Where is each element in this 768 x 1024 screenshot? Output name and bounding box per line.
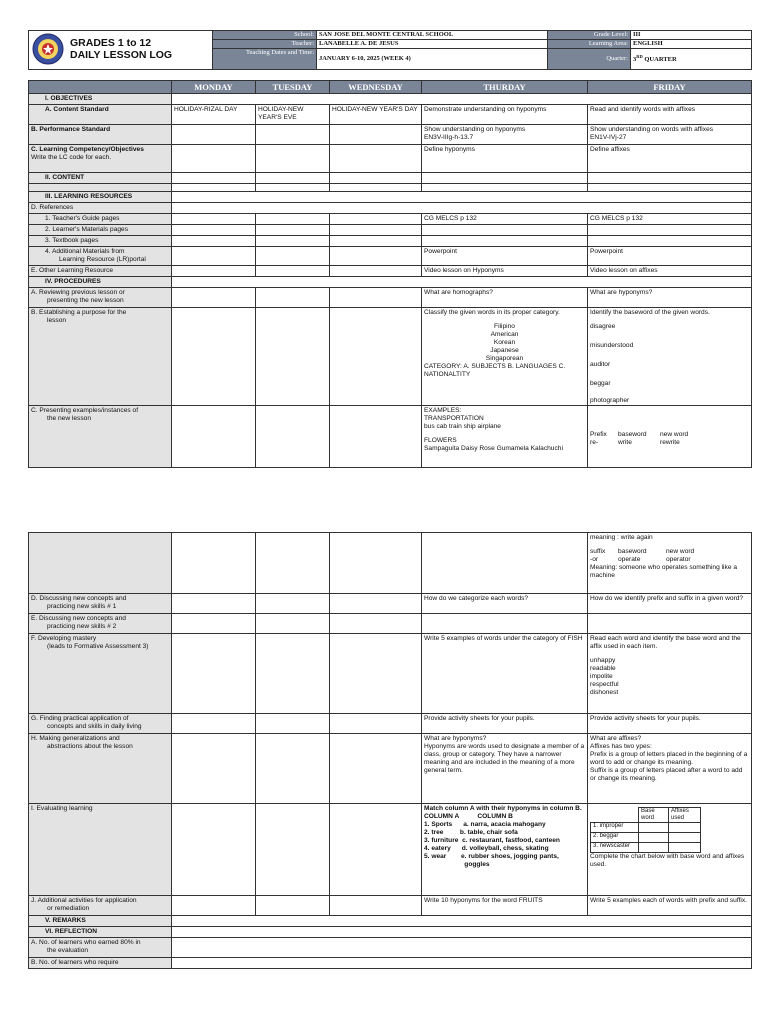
pc-line-1: C. Presenting examples/instances of xyxy=(31,407,139,414)
mon-cell xyxy=(172,804,256,896)
tue-cell xyxy=(256,225,330,236)
tue-cell xyxy=(256,714,330,734)
teacher-label: Teacher: xyxy=(213,40,317,49)
wed-cell xyxy=(330,533,422,594)
mon-cell xyxy=(172,533,256,594)
thu-flowers-list: Sampaguita Daisy Rose Gumamela Kalachuchi xyxy=(424,445,563,452)
fri-additional: Write 5 examples each of words with prefix and suffix. xyxy=(588,896,752,916)
lc-sub: Write the LC code for each. xyxy=(31,154,112,161)
thu-word-5: Singaporean xyxy=(485,355,524,362)
thu-category: CATEGORY: A. SUBJECTS B. LANGUAGES C. NATIONALTITY xyxy=(424,363,566,378)
mastery-label xyxy=(29,634,172,714)
spacer-label xyxy=(29,184,172,192)
wed-cell xyxy=(330,214,422,225)
newword-head-2: new word xyxy=(666,548,695,555)
thu-word-4: Japanese xyxy=(490,347,519,354)
mastery-word-1: unhappy xyxy=(590,657,616,664)
fri-performance-code: EN1V-IVj-27 xyxy=(590,134,627,141)
spacer xyxy=(256,184,330,192)
tue-cell xyxy=(256,614,330,634)
day-friday: FRIDAY xyxy=(588,81,752,94)
mon-cell xyxy=(172,734,256,804)
fri-gen-prefix: Prefix is a group of letters placed in the beginning of a word to add or change its meaning. xyxy=(590,751,748,766)
thu-gen-a: Hyponyms are words used to designate a member of a class, group or category. They have a narrower meaning and are included in the meaning of a more general term. xyxy=(424,743,585,774)
resources-spacer xyxy=(172,192,752,203)
fri-review: What are hyponyms? xyxy=(588,288,752,308)
newword-head: new word xyxy=(660,431,689,438)
wed-holiday: HOLIDAY-NEW YEAR'S DAY xyxy=(330,105,422,125)
mon-cell xyxy=(172,896,256,916)
wed-cell xyxy=(330,145,422,173)
mon-cell xyxy=(172,145,256,173)
thu-presenting xyxy=(422,406,588,468)
quarter-word: QUARTER xyxy=(642,56,677,64)
fri-cell xyxy=(588,236,752,247)
day-tuesday: TUESDAY xyxy=(256,81,330,94)
fri-gen-types: Affixes has two ypes: xyxy=(590,743,652,750)
deped-seal-icon xyxy=(32,33,64,65)
fri-word-1: disagree xyxy=(590,323,616,330)
thu-cell xyxy=(422,614,588,634)
mon-cell xyxy=(172,225,256,236)
quarter-label: Quarter: xyxy=(548,49,631,70)
area-label: Learning Area: xyxy=(548,40,631,49)
thu-eval-item-5-cont: goggles xyxy=(424,861,490,868)
spacer xyxy=(330,184,422,192)
mastery-word-5: dishonest xyxy=(590,689,619,696)
learning-competency-label xyxy=(29,145,172,173)
wed-cell xyxy=(330,804,422,896)
thu-lc: Define hyponyms xyxy=(422,145,588,173)
lesson-table-part-2 xyxy=(28,532,751,969)
learners-80-label xyxy=(29,938,172,958)
thu-performance-text: Show understanding on hyponyms xyxy=(424,126,526,133)
dates-label: Teaching Dates and Time: xyxy=(213,49,317,70)
wed-cell xyxy=(330,734,422,804)
quarter-suffix: RD xyxy=(636,54,643,60)
fri-purpose xyxy=(588,308,752,406)
mon-cell xyxy=(172,406,256,468)
discussing-1-label xyxy=(29,594,172,614)
spacer xyxy=(422,184,588,192)
thu-word-3: Korean xyxy=(493,339,516,346)
fri-eval-note: Complete the chart below with base word and affixes used. xyxy=(590,853,745,868)
thu-performance xyxy=(422,125,588,145)
reflection-spacer xyxy=(172,927,752,938)
mon-cell xyxy=(172,173,256,184)
generalization-label xyxy=(29,734,172,804)
learning-resources-label: III. LEARNING RESOURCES xyxy=(29,192,172,203)
fri-content-standard: Read and identify words with affixes xyxy=(588,105,752,125)
continued-label xyxy=(29,533,172,594)
thu-gen-q: What are hyponyms? xyxy=(424,735,487,742)
pg-line-1: G. Finding practical application of xyxy=(31,715,129,722)
fri-olr: Video lesson on affixes xyxy=(588,266,752,277)
tue-cell xyxy=(256,594,330,614)
fri-word-2: misunderstood xyxy=(590,342,634,349)
chart-row-3: 3. newscaster xyxy=(591,843,639,853)
chart-cell xyxy=(669,823,701,833)
fri-discussing: How do we identify prefix and suffix in a given word? xyxy=(588,594,752,614)
suffix-head: suffix xyxy=(590,548,606,555)
thu-purpose-text: Classify the given words in its proper category. xyxy=(424,309,560,316)
mon-cell xyxy=(172,714,256,734)
wed-cell xyxy=(330,266,422,277)
ra-line-2: the evaluation xyxy=(47,947,89,954)
fri-performance-text: Show understanding on words with affixes xyxy=(590,126,714,133)
pj-line-1: J. Additional activities for application xyxy=(31,897,137,904)
pd-line-2: practicing new skills # 1 xyxy=(47,603,117,610)
wed-cell xyxy=(330,173,422,184)
thu-flowers: FLOWERS xyxy=(424,437,457,444)
tue-cell xyxy=(256,214,330,225)
prefix-val: re- xyxy=(590,439,599,446)
textbook-label: 3. Textbook pages xyxy=(29,236,172,247)
tue-cell xyxy=(256,406,330,468)
mon-cell xyxy=(172,634,256,714)
school-value: SAN JOSE DEL MONTE CENTRAL SCHOOL xyxy=(317,31,548,40)
fri-prefix-header xyxy=(590,431,749,439)
references-spacer xyxy=(172,203,752,214)
objectives-label: I. OBJECTIVES xyxy=(29,94,172,105)
additional-materials-label xyxy=(29,247,172,266)
thu-eval-item-5: 5. wear e. rubber shoes, jogging pants, xyxy=(424,853,559,860)
day-wednesday: WEDNESDAY xyxy=(330,81,422,94)
wed-cell xyxy=(330,225,422,236)
pb-line-1: B. Establishing a purpose for the xyxy=(31,309,127,316)
chart-cell xyxy=(669,833,701,843)
wed-cell xyxy=(330,308,422,406)
baseword-val: write xyxy=(618,439,632,446)
thu-cell xyxy=(422,173,588,184)
amr-line-2: Learning Resource (LR)portal xyxy=(59,256,146,263)
performance-standard-label: B. Performance Standard xyxy=(29,125,172,145)
mon-cell xyxy=(172,308,256,406)
ph-line-1: H. Making generalizations and xyxy=(31,735,120,742)
thu-word-2: American xyxy=(490,331,519,338)
thu-cell xyxy=(422,225,588,236)
thu-eval-item-1: 1. Sports a. narra, acacia mahogany xyxy=(424,821,546,828)
quarter-value xyxy=(631,49,752,70)
fri-mastery-text: Read each word and identify the base word and the affix used in each item. xyxy=(590,635,741,650)
fri-evaluating xyxy=(588,804,752,896)
chart-row-2: 2. beggar xyxy=(591,833,639,843)
wed-cell xyxy=(330,288,422,308)
chart-head-affix: Affixes used xyxy=(669,808,701,823)
fri-application: Provide activity sheets for your pupils. xyxy=(588,714,752,734)
tue-cell xyxy=(256,308,330,406)
chart-cell xyxy=(639,833,669,843)
tue-cell xyxy=(256,533,330,594)
chart-cell xyxy=(639,843,669,853)
fri-purpose-text: Identify the baseword of the given words. xyxy=(590,309,710,316)
chart-head-base: Base word xyxy=(639,808,669,823)
grade-value: III xyxy=(631,31,752,40)
remarks-spacer xyxy=(172,916,752,927)
thu-cell xyxy=(422,533,588,594)
thu-eval-item-3: 3. furniture c. restaurant, fastfood, canteen xyxy=(424,837,560,844)
procedures-spacer xyxy=(172,277,752,288)
mon-cell xyxy=(172,266,256,277)
pg-line-2: concepts and skills in daily living xyxy=(47,723,142,730)
tue-cell xyxy=(256,145,330,173)
presenting-label xyxy=(29,406,172,468)
learners-require-spacer xyxy=(172,958,752,969)
learners-require-label: B. No. of learners who require xyxy=(29,958,172,969)
thu-olr: Video lesson on Hyponyms xyxy=(422,266,588,277)
mastery-word-4: respectful xyxy=(590,681,619,688)
thu-review: What are homographs? xyxy=(422,288,588,308)
objectives-spacer xyxy=(172,94,752,105)
spacer xyxy=(172,184,256,192)
thu-mastery: Write 5 examples of words under the category of FISH xyxy=(422,634,588,714)
tue-cell xyxy=(256,173,330,184)
discussing-2-label xyxy=(29,614,172,634)
tue-cell xyxy=(256,804,330,896)
prefix-head: Prefix xyxy=(590,431,607,438)
fri-performance xyxy=(588,125,752,145)
pe-line-2: practicing new skills # 2 xyxy=(47,623,117,630)
wed-cell xyxy=(330,634,422,714)
content-standard-label: A. Content Standard xyxy=(29,105,172,125)
wed-cell xyxy=(330,594,422,614)
pa-line-2: presenting the new lesson xyxy=(47,297,124,304)
tue-cell xyxy=(256,125,330,145)
pf-line-2: (leads to Formative Assessment 3) xyxy=(47,643,149,650)
thu-performance-code: EN3V-IIIg-h-13.7 xyxy=(424,134,474,141)
review-label xyxy=(29,288,172,308)
wed-cell xyxy=(330,406,422,468)
application-label xyxy=(29,714,172,734)
mon-cell xyxy=(172,594,256,614)
mon-cell xyxy=(172,247,256,266)
newword-val-2: operator xyxy=(666,556,691,563)
thu-word-1: Filipino xyxy=(494,323,515,330)
fri-suffix-header xyxy=(590,548,749,556)
learners-materials-label: 2. Learner's Materials pages xyxy=(29,225,172,236)
header-block xyxy=(28,30,751,70)
fri-word-5: photographer xyxy=(590,397,630,404)
mon-cell xyxy=(172,125,256,145)
chart-head-blank xyxy=(591,808,639,823)
content-label: II. CONTENT xyxy=(29,173,172,184)
fri-eval-chart xyxy=(590,807,701,853)
school-label: School: xyxy=(213,31,317,40)
pa-line-1: A. Reviewing previous lesson or xyxy=(31,289,125,296)
pc-line-2: the new lesson xyxy=(47,415,91,422)
tue-cell xyxy=(256,634,330,714)
pf-line-1: F. Developing mastery xyxy=(31,635,97,642)
baseword-head: baseword xyxy=(618,431,647,438)
teacher-value: LANABELLE A. DE JESUS xyxy=(317,40,548,49)
tue-cell xyxy=(256,896,330,916)
remarks-label: V. REMARKS xyxy=(29,916,172,927)
fri-cell xyxy=(588,225,752,236)
purpose-label xyxy=(29,308,172,406)
additional-activities-label xyxy=(29,896,172,916)
fri-prefix-row xyxy=(590,439,749,447)
mastery-word-2: readable xyxy=(590,665,616,672)
fri-cell xyxy=(588,173,752,184)
fri-meaning-1: meaning : write again xyxy=(590,534,653,541)
tue-cell xyxy=(256,266,330,277)
thu-generalization xyxy=(422,734,588,804)
mon-cell xyxy=(172,288,256,308)
mon-holiday: HOLIDAY-RIZAL DAY xyxy=(172,105,256,125)
wed-cell xyxy=(330,236,422,247)
suffix-val: -or xyxy=(590,556,599,563)
thu-transport: TRANSPORTATION xyxy=(424,415,484,422)
teachers-guide-label: 1. Teacher's Guide pages xyxy=(29,214,172,225)
fri-suffix-row xyxy=(590,556,749,564)
fri-cell xyxy=(588,614,752,634)
thu-transport-list: bus cab train ship airplane xyxy=(424,423,501,430)
thu-application: Provide activity sheets for your pupils. xyxy=(422,714,588,734)
learners-80-spacer xyxy=(172,938,752,958)
wed-cell xyxy=(330,125,422,145)
thu-content-standard: Demonstrate understanding on hyponyms xyxy=(422,105,588,125)
fri-tg: CG MELCS p 132 xyxy=(588,214,752,225)
wed-cell xyxy=(330,614,422,634)
dates-value: JANUARY 6-10, 2025 (WEEK 4) xyxy=(317,49,548,70)
other-resources-label: E. Other Learning Resource xyxy=(29,266,172,277)
title-line-1: GRADES 1 to 12 xyxy=(70,37,152,49)
thu-purpose xyxy=(422,308,588,406)
fri-amr: Powerpoint xyxy=(588,247,752,266)
chart-row-1: 1. improper xyxy=(591,823,639,833)
title-line-2: DAILY LESSON LOG xyxy=(70,49,173,61)
wed-cell xyxy=(330,896,422,916)
ra-line-1: A. No. of learners who earned 80% in xyxy=(31,939,141,946)
references-label: D. References xyxy=(29,203,172,214)
fri-gen-q: What are affixes? xyxy=(590,735,642,742)
day-thursday: THURDAY xyxy=(422,81,588,94)
thu-additional: Write 10 hyponyms for the word FRUITS xyxy=(422,896,588,916)
tue-holiday: HOLIDAY-NEW YEAR'S EVE xyxy=(256,105,330,125)
wed-cell xyxy=(330,247,422,266)
thu-examples: EXAMPLES: xyxy=(424,407,462,414)
day-header-blank xyxy=(29,81,172,94)
quarter-number: 3 xyxy=(633,56,637,64)
thu-discussing: How do we categorize each words? xyxy=(422,594,588,614)
newword-val: rewrite xyxy=(660,439,680,446)
tue-cell xyxy=(256,288,330,308)
mon-cell xyxy=(172,236,256,247)
wed-cell xyxy=(330,714,422,734)
thu-amr: Powerpoint xyxy=(422,247,588,266)
tue-cell xyxy=(256,247,330,266)
chart-cell xyxy=(639,823,669,833)
pe-line-1: E. Discussing new concepts and xyxy=(31,615,126,622)
evaluating-label: I. Evaluating learning xyxy=(29,804,172,896)
thu-eval-item-2: 2. tree b. table, chair sofa xyxy=(424,829,518,836)
fri-word-4: beggar xyxy=(590,380,611,387)
fri-presenting-cont xyxy=(588,533,752,594)
reflection-label: VI. REFLECTION xyxy=(29,927,172,938)
fri-word-3: auditor xyxy=(590,361,611,368)
fri-generalization xyxy=(588,734,752,804)
pj-line-2: or remediation xyxy=(47,905,90,912)
baseword-head-2: baseword xyxy=(618,548,647,555)
spacer xyxy=(588,184,752,192)
fri-mastery xyxy=(588,634,752,714)
fri-meaning-2: Meaning: someone who operates something like a machine xyxy=(590,564,737,579)
procedures-label: IV. PROCEDURES xyxy=(29,277,172,288)
tue-cell xyxy=(256,734,330,804)
thu-cell xyxy=(422,236,588,247)
thu-eval-item-4: 4. eatery d. volleyball, chess, skating xyxy=(424,845,549,852)
pd-line-1: D. Discussing new concepts and xyxy=(31,595,127,602)
fri-gen-suffix: Suffix is a group of letters placed after a word to add or change its meaning. xyxy=(590,767,743,782)
lc-title: C. Learning Competency/Objectives xyxy=(31,146,144,153)
lesson-table-part-1 xyxy=(28,80,751,468)
pb-line-2: lesson xyxy=(47,317,67,324)
fri-presenting xyxy=(588,397,752,468)
thu-eval-instruction: Match column A with their hyponyms in column B. xyxy=(424,805,582,812)
grade-label: Grade Level: xyxy=(548,31,631,40)
chart-cell xyxy=(669,843,701,853)
baseword-val-2: operate xyxy=(618,556,641,563)
ph-line-2: abstractions about the lesson xyxy=(47,743,133,750)
mon-cell xyxy=(172,214,256,225)
thu-tg: CG MELCS p 132 xyxy=(422,214,588,225)
amr-line-1: 4. Additional Materials from xyxy=(45,248,125,255)
mastery-word-3: impolite xyxy=(590,673,613,680)
mon-cell xyxy=(172,614,256,634)
day-monday: MONDAY xyxy=(172,81,256,94)
fri-lc: Define affixes xyxy=(588,145,752,173)
thu-evaluating xyxy=(422,804,588,896)
title-cell xyxy=(29,31,213,70)
tue-cell xyxy=(256,236,330,247)
thu-eval-columns: COLUMN A COLUMN B xyxy=(424,813,513,820)
area-value: ENGLISH xyxy=(631,40,752,49)
